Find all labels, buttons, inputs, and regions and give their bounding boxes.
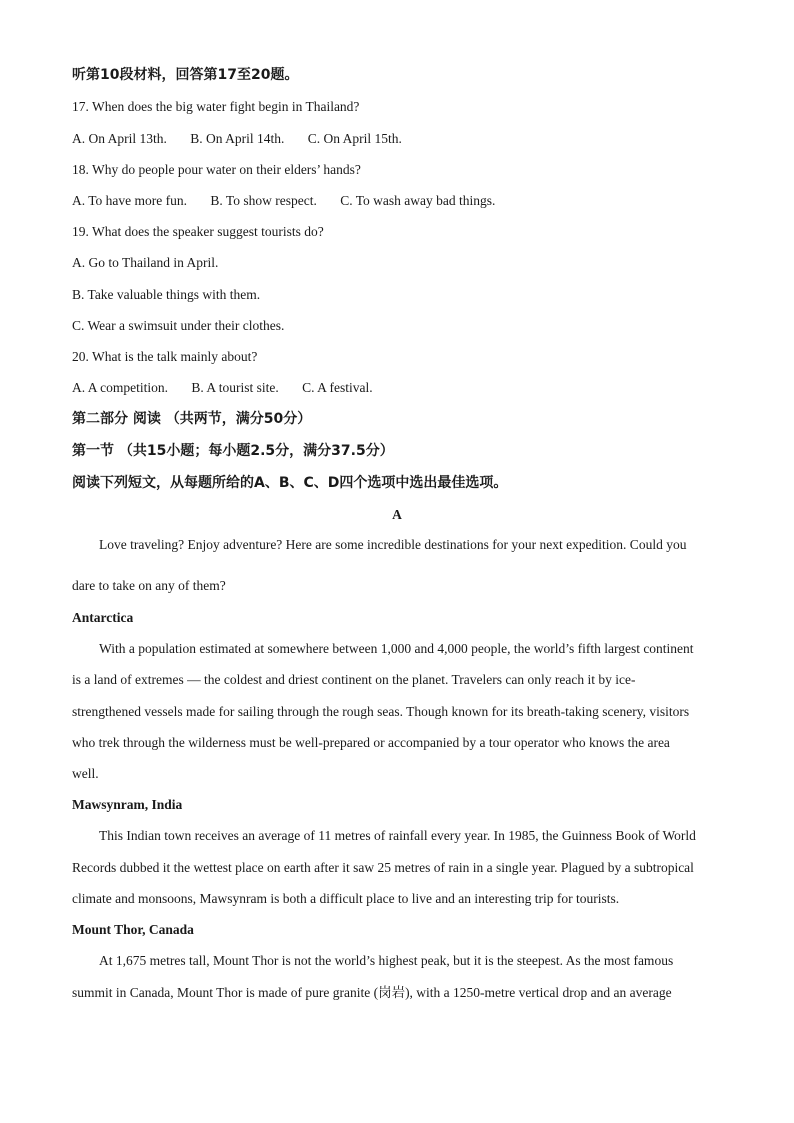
- q20-options: [72, 379, 720, 397]
- antarctica-line-5: well.: [72, 766, 99, 781]
- q20-option-a: A. A competition.: [72, 380, 168, 395]
- q18-option-b: B. To show respect.: [210, 193, 317, 208]
- q19-stem: 19. What does the speaker suggest tourists do?: [72, 224, 324, 239]
- section-one-heading: 第一节 （共15小题；每小题2.5分，满分37.5分）: [72, 443, 394, 459]
- q19-option-a: A. Go to Thailand in April.: [72, 255, 219, 270]
- mawsynram-title: Mawsynram, India: [72, 797, 183, 812]
- q18-option-c: C. To wash away bad things.: [340, 193, 496, 208]
- q17-option-c: C. On April 15th.: [307, 131, 402, 146]
- thor-title: Mount Thor, Canada: [72, 922, 194, 937]
- q19-option-b: B. Take valuable things with them.: [72, 287, 261, 302]
- mawsynram-line-3: climate and monsoons, Mawsynram is both a difficult place to live and an interesting trip for tourists.: [72, 891, 620, 906]
- thor-line-1: At 1,675 metres tall, Mount Thor is not the world’s highest peak, but it is the steepest. As the most famous: [99, 953, 674, 968]
- antarctica-title: Antarctica: [72, 610, 134, 625]
- thor-line-2: summit in Canada, Mount Thor is made of pure granite (岗岩), with a 1250-metre vertical drop and an average: [72, 985, 672, 1000]
- q20-stem: 20. What is the talk mainly about?: [72, 349, 258, 364]
- part-two-heading: 第二部分 阅读 （共两节，满分50分）: [72, 411, 312, 427]
- antarctica-line-4: who trek through the wilderness must be well-prepared or accompanied by a tour operator who knows the area: [72, 735, 670, 750]
- q20-option-b: B. A tourist site.: [191, 380, 279, 395]
- q17-option-b: B. On April 14th.: [190, 131, 285, 146]
- passage-label: A: [392, 507, 402, 522]
- q20-option-c: C. A festival.: [302, 380, 373, 395]
- intro-line-1: Love traveling? Enjoy adventure? Here are some incredible destinations for your next expedition. Could you: [99, 537, 687, 552]
- mawsynram-line-2: Records dubbed it the wettest place on earth after it saw 25 metres of rain in a single year. Plagued by a subtropical: [72, 860, 694, 875]
- q17-option-a: A. On April 13th.: [72, 131, 167, 146]
- q18-options: [72, 192, 720, 210]
- reading-instruction: 阅读下列短文，从每题所给的A、B、C、D四个选项中选出最佳选项。: [72, 475, 508, 491]
- q18-stem: 18. Why do people pour water on their elders’ hands?: [72, 162, 361, 177]
- antarctica-line-1: With a population estimated at somewhere between 1,000 and 4,000 people, the world’s fifth largest continent: [99, 641, 694, 656]
- q17-stem: 17. When does the big water fight begin in Thailand?: [72, 99, 360, 114]
- mawsynram-line-1: This Indian town receives an average of 11 metres of rainfall every year. In 1985, the Guinness Book of World: [99, 828, 696, 843]
- q19-option-c: C. Wear a swimsuit under their clothes.: [72, 318, 285, 333]
- q17-options: [72, 130, 720, 148]
- antarctica-line-2: is a land of extremes — the coldest and driest continent on the planet. Travelers can only reach it by ice-: [72, 672, 636, 687]
- intro-line-2: dare to take on any of them?: [72, 578, 226, 593]
- listening-heading: 听第10段材料，回答第17至20题。: [72, 67, 299, 83]
- q18-option-a: A. To have more fun.: [72, 193, 188, 208]
- antarctica-line-3: strengthened vessels made for sailing through the rough seas. Though known for its breath-taking scenery, visitors: [72, 704, 690, 719]
